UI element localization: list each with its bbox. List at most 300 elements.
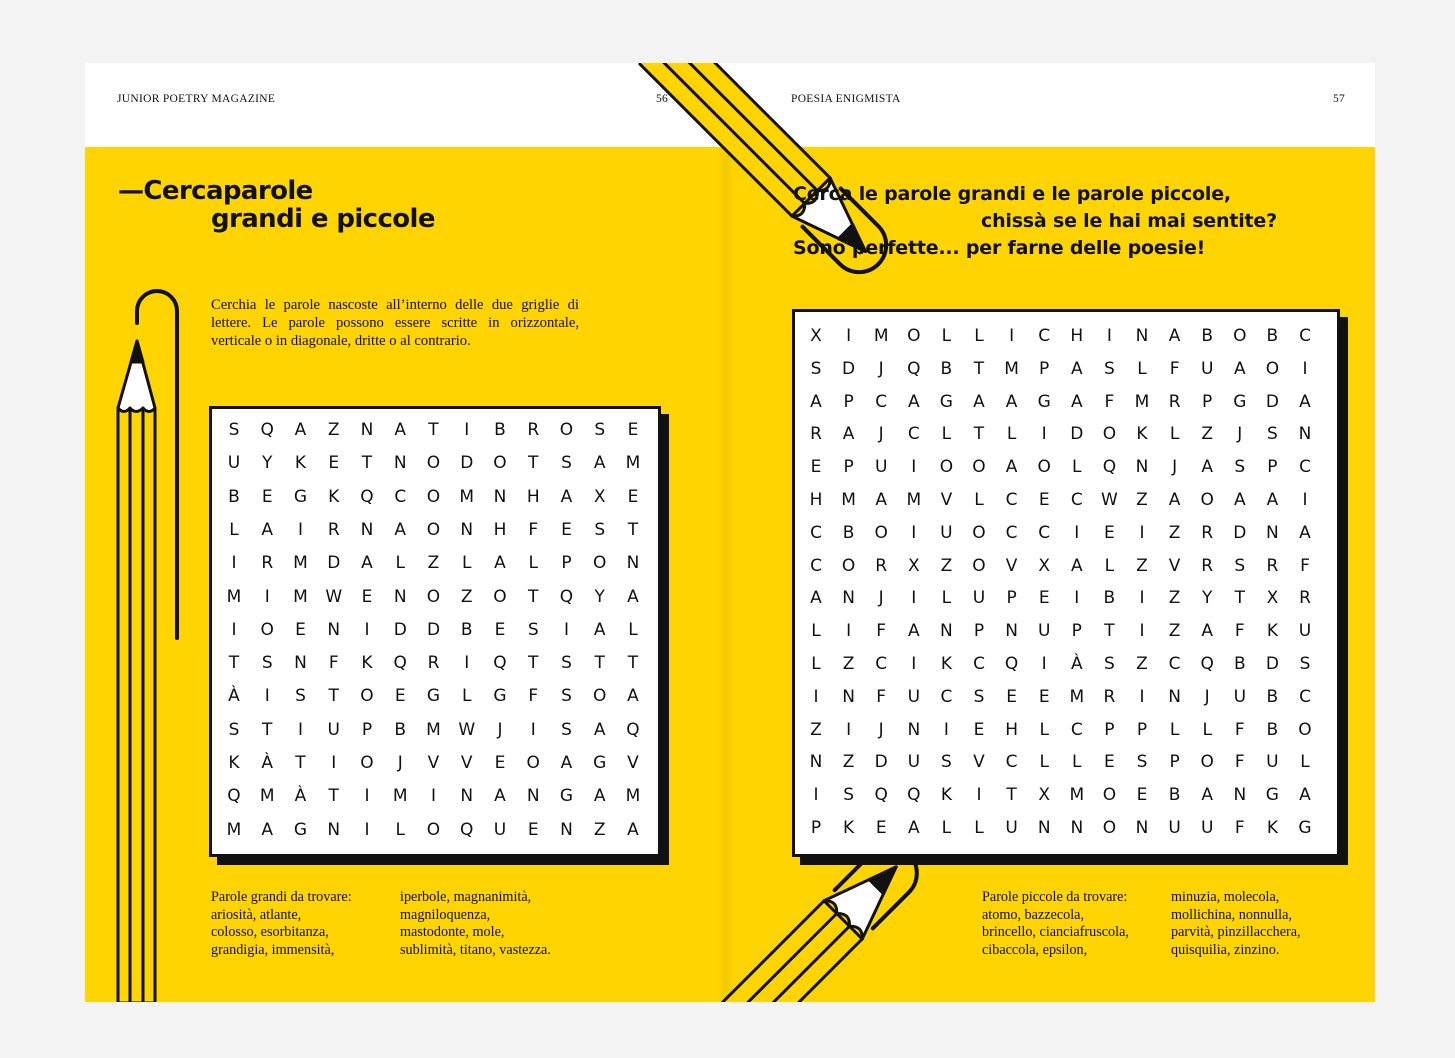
grid-letter: I bbox=[1302, 490, 1308, 510]
grid-letter: I bbox=[943, 719, 949, 740]
grid-letter: M bbox=[625, 786, 641, 807]
grid-letter: Q bbox=[1102, 457, 1117, 478]
grid-letter: Z bbox=[1168, 588, 1181, 609]
grid-letter: G bbox=[1298, 818, 1312, 838]
grid-letter: Q bbox=[907, 785, 921, 806]
grid-letter: X bbox=[907, 555, 920, 576]
grid-letter: C bbox=[1299, 686, 1311, 707]
grid-letter: I bbox=[1139, 522, 1145, 543]
grid-letter: L bbox=[1104, 555, 1115, 576]
grid-letter: X bbox=[810, 326, 822, 346]
grid-letter: P bbox=[1006, 588, 1017, 609]
word-list-item: ariosità, atlante, bbox=[211, 906, 302, 923]
grid-letter: S bbox=[261, 653, 273, 674]
grid-letter: X bbox=[593, 486, 606, 507]
grid-letter: I bbox=[976, 785, 982, 806]
word-list-label: Parole piccole da trovare: bbox=[982, 889, 1128, 905]
intro-line: Cerca le parole grandi e le parole piccole, bbox=[793, 183, 1231, 205]
word-search-grid-large bbox=[209, 406, 661, 857]
grid-letter: P bbox=[1202, 391, 1213, 412]
grid-letter: Q bbox=[559, 586, 574, 607]
grid-letter: S bbox=[561, 653, 572, 674]
grid-letter: A bbox=[593, 719, 606, 740]
grid-letter: M bbox=[259, 786, 275, 807]
grid-letter: P bbox=[1136, 719, 1148, 740]
grid-letter: I bbox=[231, 619, 237, 640]
grid-letter: L bbox=[1039, 752, 1049, 773]
grid-letter: F bbox=[328, 653, 339, 674]
grid-letter: Z bbox=[940, 555, 953, 576]
grid-letter: E bbox=[361, 586, 373, 607]
grid-letter: A bbox=[593, 453, 606, 474]
grid-letter: B bbox=[940, 358, 953, 379]
grid-letter: A bbox=[1005, 457, 1018, 478]
grid-letter: T bbox=[262, 719, 273, 740]
page-number-left: 56 bbox=[656, 93, 669, 105]
grid-letter: B bbox=[494, 420, 506, 440]
grid-letter: L bbox=[1039, 719, 1049, 740]
grid-letter: E bbox=[328, 453, 340, 474]
grid-letter: R bbox=[1201, 555, 1214, 576]
grid-letter: K bbox=[294, 453, 307, 474]
grid-letter: E bbox=[1136, 785, 1148, 806]
grid-letter: L bbox=[1202, 719, 1212, 740]
grid-letter: N bbox=[327, 819, 341, 840]
grid-letter: T bbox=[1006, 785, 1017, 806]
grid-letter: Q bbox=[227, 786, 241, 807]
word-list-small-col1 bbox=[982, 889, 1129, 959]
word-search-grid-small bbox=[792, 309, 1340, 857]
grid-letter: L bbox=[974, 326, 984, 346]
grid-letter: N bbox=[360, 519, 374, 540]
grid-letter: I bbox=[1139, 621, 1145, 642]
grid-letter: W bbox=[1100, 490, 1118, 510]
grid-letter: O bbox=[426, 486, 441, 507]
grid-letter: L bbox=[462, 686, 472, 707]
grid-letter: E bbox=[261, 486, 273, 507]
grid-letter: Z bbox=[1136, 654, 1148, 674]
grid-letter: K bbox=[328, 486, 340, 507]
grid-letter: O bbox=[493, 453, 507, 474]
grid-letter: O bbox=[907, 326, 921, 346]
magazine-name: JUNIOR POETRY MAGAZINE bbox=[117, 93, 276, 105]
grid-letter: R bbox=[527, 420, 540, 440]
grid-letter: C bbox=[1005, 490, 1018, 510]
grid-letter: D bbox=[842, 358, 856, 379]
word-list-item: sublimità, titano, vastezza. bbox=[400, 941, 551, 958]
grid-letter: E bbox=[810, 457, 822, 478]
grid-letter: R bbox=[327, 519, 340, 540]
grid-letter: D bbox=[1265, 654, 1279, 674]
grid-letter: Z bbox=[593, 819, 606, 840]
grid-letter: J bbox=[1172, 457, 1178, 478]
grid-letter: I bbox=[364, 819, 370, 840]
grid-letter: I bbox=[1074, 522, 1080, 543]
grid-letter: F bbox=[1234, 719, 1245, 740]
grid-letter: E bbox=[1038, 490, 1050, 510]
grid-letter: G bbox=[559, 786, 574, 807]
grid-letter: R bbox=[1201, 522, 1214, 543]
grid-letter: F bbox=[528, 686, 539, 707]
grid-letter: I bbox=[846, 326, 852, 346]
grid-letter: F bbox=[876, 621, 887, 642]
grid-letter: O bbox=[593, 686, 607, 707]
word-list-item: iperbole, magnanimità, bbox=[400, 889, 532, 905]
grid-letter: B bbox=[1266, 719, 1279, 740]
grid-letter: G bbox=[1037, 391, 1051, 412]
grid-letter: M bbox=[426, 719, 441, 740]
grid-letter: O bbox=[841, 555, 856, 576]
grid-letter: D bbox=[460, 453, 474, 474]
grid-letter: C bbox=[394, 486, 407, 507]
grid-letter: U bbox=[1200, 818, 1214, 838]
grid-letter: F bbox=[876, 686, 887, 707]
grid-letter: C bbox=[1299, 457, 1311, 478]
grid-letter: O bbox=[1037, 457, 1051, 478]
grid-letter: M bbox=[906, 490, 922, 510]
grid-letter: E bbox=[394, 686, 406, 707]
grid-letter: A bbox=[560, 753, 573, 773]
grid-letter: P bbox=[1039, 358, 1050, 379]
grid-letter: O bbox=[593, 553, 607, 574]
section-name: POESIA ENIGMISTA bbox=[791, 93, 901, 105]
grid-letter: D bbox=[426, 619, 441, 640]
grid-letter: M bbox=[841, 490, 856, 510]
grid-letter: P bbox=[561, 553, 572, 574]
grid-letter: Z bbox=[1136, 555, 1148, 576]
grid-letter: O bbox=[1233, 326, 1247, 346]
grid-letter: I bbox=[1139, 686, 1145, 707]
grid-letter: M bbox=[459, 486, 475, 507]
grid-letter: N bbox=[842, 588, 855, 609]
grid-letter: H bbox=[526, 486, 540, 507]
pencil-icon bbox=[118, 291, 177, 1002]
grid-letter: S bbox=[228, 719, 240, 740]
grid-letter: Z bbox=[327, 420, 340, 440]
grid-letter: V bbox=[1005, 555, 1018, 576]
grid-letter: Y bbox=[594, 586, 605, 607]
grid-letter: L bbox=[1072, 752, 1082, 773]
grid-letter: Q bbox=[1200, 654, 1214, 674]
grid-letter: Q bbox=[874, 785, 888, 806]
grid-letter: E bbox=[494, 619, 506, 640]
grid-letter: K bbox=[228, 753, 240, 773]
intro-text bbox=[793, 181, 1277, 262]
grid-letter: A bbox=[494, 553, 506, 574]
grid-letter: R bbox=[427, 653, 440, 674]
grid-letter: M bbox=[293, 553, 308, 574]
grid-letter: Y bbox=[1201, 588, 1213, 609]
grid-letter: A bbox=[1299, 785, 1311, 806]
grid-letter: E bbox=[527, 819, 539, 840]
grid-letter: M bbox=[1069, 785, 1085, 806]
grid-letter: L bbox=[811, 621, 821, 642]
grid-letter: Y bbox=[262, 453, 273, 474]
grid-letter: F bbox=[1234, 621, 1245, 642]
grid-letter: O bbox=[360, 753, 374, 773]
grid-letter: L bbox=[974, 818, 984, 838]
grid-letter: N bbox=[327, 619, 341, 640]
grid-letter: C bbox=[810, 555, 822, 576]
grid-letter: A bbox=[627, 686, 639, 707]
grid-letter: X bbox=[1038, 555, 1051, 576]
grid-letter: M bbox=[1134, 391, 1150, 412]
grid-letter: O bbox=[1102, 424, 1117, 445]
grid-letter: N bbox=[460, 519, 474, 540]
grid-letter: P bbox=[843, 391, 854, 412]
grid-letter: B bbox=[228, 486, 240, 507]
grid-letter: A bbox=[1168, 490, 1181, 510]
grid-letter: L bbox=[1169, 424, 1180, 445]
grid-letter: H bbox=[809, 490, 823, 510]
grid-letter: M bbox=[1004, 358, 1019, 379]
grid-letter: N bbox=[393, 453, 407, 474]
word-list-item: cibaccola, epsilon, bbox=[982, 941, 1088, 958]
grid-letter: E bbox=[627, 486, 639, 507]
grid-letter: E bbox=[1038, 686, 1050, 707]
grid-letter: S bbox=[561, 719, 572, 740]
grid-letter: S bbox=[594, 519, 606, 540]
grid-letter: I bbox=[297, 719, 303, 740]
grid-letter: A bbox=[1005, 391, 1018, 412]
grid-letter: C bbox=[973, 654, 985, 674]
grid-letter: L bbox=[974, 490, 984, 510]
grid-letter: G bbox=[293, 486, 308, 507]
grid-letter: S bbox=[940, 752, 952, 773]
grid-letter: S bbox=[1234, 457, 1246, 478]
grid-letter: Q bbox=[907, 358, 921, 379]
grid-letter: S bbox=[1103, 358, 1115, 379]
word-list-item: quisquilia, zinzino. bbox=[1171, 941, 1280, 958]
grid-letter: P bbox=[361, 719, 373, 740]
grid-letter: J bbox=[878, 424, 884, 445]
grid-letter: A bbox=[1266, 490, 1279, 510]
grid-letter: O bbox=[360, 686, 374, 707]
grid-letter: E bbox=[627, 420, 639, 440]
grid-letter: O bbox=[426, 453, 441, 474]
grid-letter: A bbox=[560, 486, 573, 507]
grid-letter: H bbox=[1005, 719, 1018, 740]
grid-letter: S bbox=[1234, 555, 1246, 576]
grid-letter: Z bbox=[810, 719, 822, 740]
grid-letter: I bbox=[1041, 654, 1047, 674]
grid-letter: C bbox=[940, 686, 953, 707]
grid-letter: L bbox=[941, 588, 952, 609]
grid-letter: C bbox=[1038, 522, 1051, 543]
grid-letter: S bbox=[295, 686, 306, 707]
grid-letter: A bbox=[810, 588, 822, 609]
grid-letter: P bbox=[1169, 752, 1180, 773]
grid-letter: T bbox=[973, 358, 985, 379]
grid-letter: T bbox=[328, 786, 339, 807]
grid-letter: D bbox=[327, 553, 341, 574]
word-list-item: colosso, esorbitanza, bbox=[211, 924, 329, 940]
grid-letter: E bbox=[875, 818, 887, 838]
grid-letter: N bbox=[360, 420, 374, 440]
grid-letter: A bbox=[1070, 358, 1083, 379]
grid-letter: E bbox=[1006, 686, 1017, 707]
grid-letter: Q bbox=[393, 653, 407, 674]
grid-letter: Z bbox=[1136, 490, 1148, 510]
grid-letter: A bbox=[810, 391, 822, 412]
grid-letter: L bbox=[1169, 719, 1180, 740]
grid-letter: R bbox=[1266, 555, 1279, 576]
grid-letter: O bbox=[972, 555, 986, 576]
magazine-spread bbox=[85, 63, 1375, 1002]
grid-letter: A bbox=[261, 519, 274, 540]
grid-letter: I bbox=[464, 653, 470, 674]
grid-letter: U bbox=[1233, 686, 1247, 707]
grid-letter: M bbox=[873, 326, 889, 346]
grid-letter: O bbox=[1102, 785, 1117, 806]
grid-letter: T bbox=[428, 420, 439, 440]
grid-letter: I bbox=[264, 586, 270, 607]
grid-letter: B bbox=[460, 619, 473, 640]
grid-letter: N bbox=[1266, 522, 1279, 543]
grid-letter: O bbox=[1102, 818, 1117, 838]
grid-letter: T bbox=[295, 753, 306, 773]
grid-letter: I bbox=[846, 719, 852, 740]
grid-letter: J bbox=[1237, 424, 1243, 445]
grid-letter: S bbox=[973, 686, 985, 707]
grid-letter: U bbox=[327, 719, 340, 740]
grid-letter: I bbox=[364, 786, 370, 807]
grid-letter: A bbox=[593, 786, 606, 807]
grid-letter: C bbox=[1070, 490, 1083, 510]
grid-letter: B bbox=[1103, 588, 1116, 609]
grid-letter: K bbox=[1136, 424, 1148, 445]
grid-letter: A bbox=[1070, 391, 1083, 412]
grid-letter: Q bbox=[360, 486, 374, 507]
grid-letter: A bbox=[627, 819, 639, 840]
grid-letter: Q bbox=[1004, 654, 1019, 674]
grid-letter: I bbox=[231, 553, 237, 574]
grid-letter: C bbox=[1299, 326, 1311, 346]
grid-letter: P bbox=[1104, 719, 1115, 740]
grid-letter: M bbox=[392, 786, 408, 807]
grid-letter: I bbox=[911, 522, 917, 543]
grid-letter: R bbox=[810, 424, 822, 445]
grid-letter: C bbox=[1005, 522, 1018, 543]
grid-letter: Q bbox=[626, 719, 640, 740]
grid-letter: L bbox=[1006, 424, 1017, 445]
grid-letter: W bbox=[325, 586, 343, 607]
grid-letter: I bbox=[1106, 326, 1112, 346]
grid-letter: S bbox=[561, 686, 572, 707]
grid-letter: B bbox=[1201, 326, 1214, 346]
grid-letter: A bbox=[394, 519, 407, 540]
grid-letter: O bbox=[493, 586, 507, 607]
grid-letter: A bbox=[907, 818, 920, 838]
grid-letter: L bbox=[462, 553, 472, 574]
word-list-item: magniloquenza, bbox=[400, 906, 491, 923]
grid-letter: O bbox=[972, 522, 986, 543]
grid-letter: U bbox=[227, 453, 241, 474]
word-list-item: mollichina, nonnulla, bbox=[1171, 906, 1292, 923]
grid-letter: N bbox=[626, 553, 640, 574]
grid-letter: L bbox=[229, 519, 239, 540]
grid-letter: I bbox=[1139, 588, 1145, 609]
grid-letter: K bbox=[1266, 621, 1278, 642]
grid-letter: K bbox=[1266, 818, 1278, 838]
grid-letter: A bbox=[907, 391, 920, 412]
grid-letter: J bbox=[497, 719, 503, 740]
grid-letter: I bbox=[331, 753, 337, 773]
grid-letter: S bbox=[1299, 654, 1311, 674]
grid-letter: Z bbox=[1168, 621, 1181, 642]
grid-letter: K bbox=[361, 653, 373, 674]
grid-letter: I bbox=[911, 588, 917, 609]
grid-letter: N bbox=[1233, 785, 1247, 806]
grid-letter: I bbox=[1302, 358, 1308, 379]
grid-letter: O bbox=[426, 519, 441, 540]
grid-letter: C bbox=[810, 522, 822, 543]
grid-letter: A bbox=[593, 619, 606, 640]
grid-letter: I bbox=[846, 621, 852, 642]
grid-letter: B bbox=[1266, 326, 1279, 346]
grid-letter: I bbox=[911, 654, 917, 674]
grid-letter: E bbox=[494, 753, 506, 773]
intro-line: Sono perfette... per farne delle poesie! bbox=[793, 237, 1206, 259]
grid-letter: N bbox=[940, 621, 953, 642]
grid-letter: Z bbox=[842, 752, 855, 773]
grid-letter: A bbox=[1233, 358, 1246, 379]
grid-letter: G bbox=[939, 391, 953, 412]
grid-letter: G bbox=[426, 686, 441, 707]
grid-letter: O bbox=[972, 457, 986, 478]
word-list-item: minuzia, molecola, bbox=[1171, 889, 1280, 905]
grid-letter: L bbox=[395, 819, 405, 840]
grid-letter: A bbox=[1201, 621, 1213, 642]
grid-letter: O bbox=[426, 586, 441, 607]
grid-letter: U bbox=[907, 686, 921, 707]
grid-letter: N bbox=[560, 819, 573, 840]
grid-letter: N bbox=[907, 719, 921, 740]
grid-letter: D bbox=[1265, 391, 1279, 412]
grid-letter: L bbox=[528, 553, 538, 574]
grid-letter: A bbox=[261, 819, 274, 840]
grid-letter: E bbox=[1104, 752, 1115, 773]
grid-letter: N bbox=[294, 653, 307, 674]
grid-letter: E bbox=[1038, 588, 1050, 609]
word-list-item: atomo, bazzecola, bbox=[982, 906, 1085, 923]
grid-letter: V bbox=[627, 753, 639, 773]
grid-letter: L bbox=[811, 654, 821, 674]
grid-letter: Z bbox=[460, 586, 473, 607]
word-list-label: Parole grandi da trovare: bbox=[211, 889, 352, 905]
grid-letter: I bbox=[563, 619, 569, 640]
grid-letter: C bbox=[1005, 752, 1018, 773]
grid-letter: P bbox=[1267, 457, 1278, 478]
grid-letter: R bbox=[1103, 686, 1116, 707]
grid-letter: A bbox=[842, 424, 855, 445]
grid-letter: U bbox=[1005, 818, 1018, 838]
grid-letter: F bbox=[528, 519, 539, 540]
grid-letter: E bbox=[295, 619, 306, 640]
grid-letter: I bbox=[1041, 424, 1047, 445]
grid-letter: U bbox=[940, 522, 953, 543]
grid-letter: Z bbox=[1201, 424, 1214, 445]
grid-letter: P bbox=[1071, 621, 1082, 642]
grid-letter: A bbox=[973, 391, 985, 412]
grid-letter: D bbox=[393, 619, 407, 640]
grid-letter: X bbox=[1266, 588, 1279, 609]
grid-letter: K bbox=[940, 785, 952, 806]
grid-letter: P bbox=[843, 457, 854, 478]
grid-letter: I bbox=[813, 785, 819, 806]
grid-letter: N bbox=[842, 686, 855, 707]
grid-letter: S bbox=[843, 785, 854, 806]
